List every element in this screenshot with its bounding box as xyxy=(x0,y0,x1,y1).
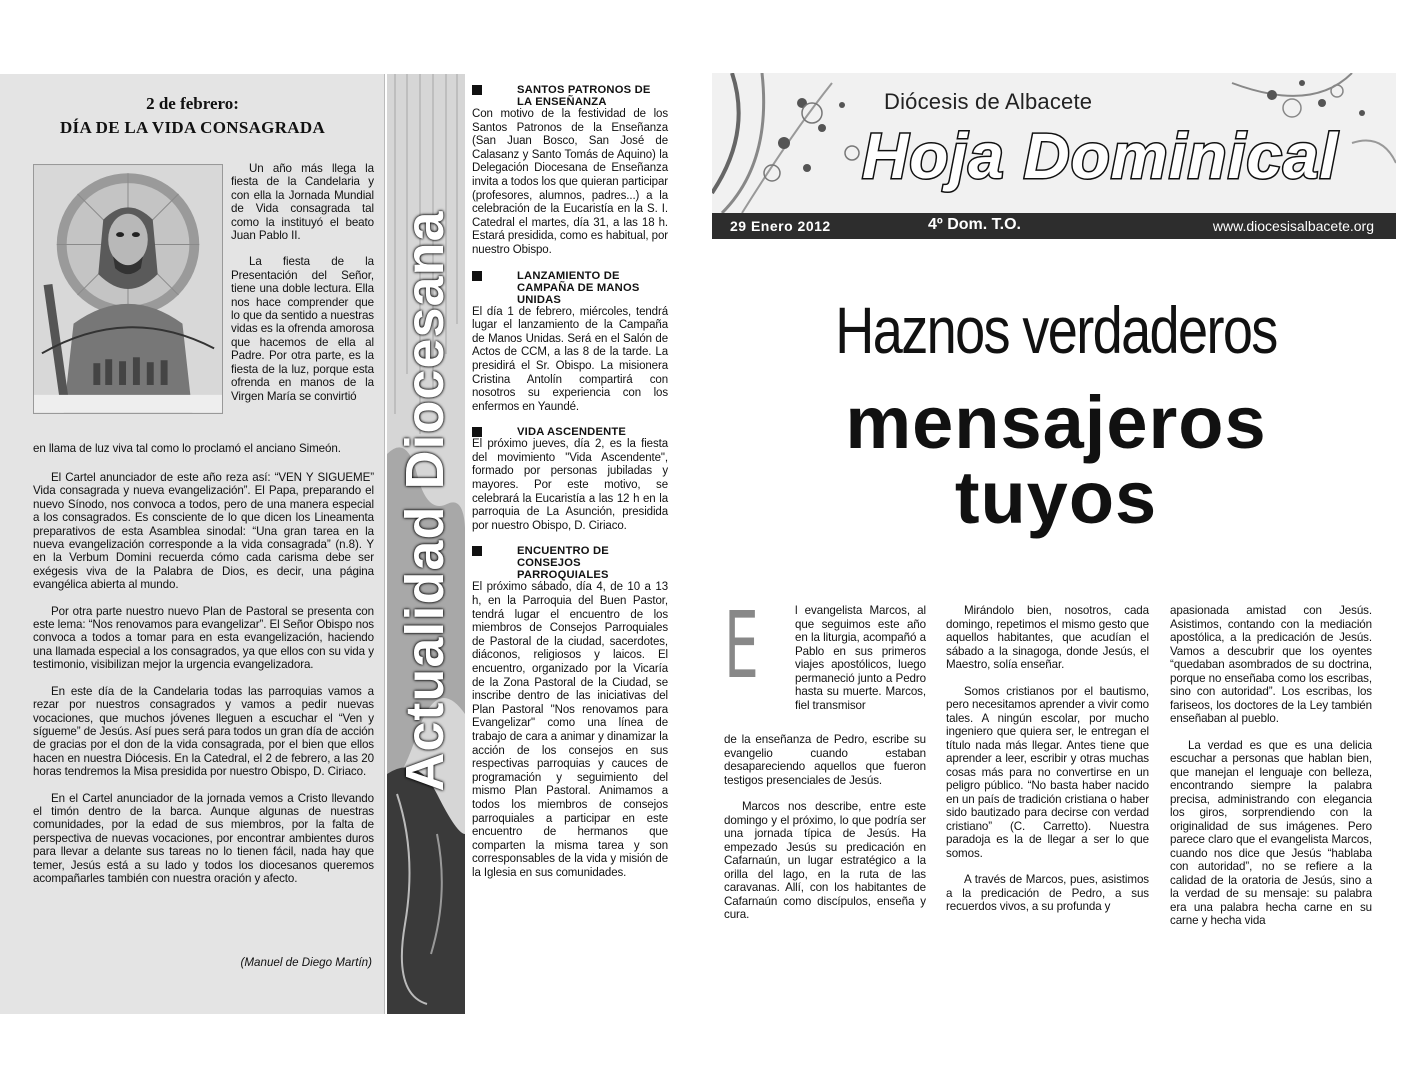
left-paragraph: En el Cartel anunciador de la jornada vemos a Cristo llevando el timón dentro de la barca. Aunque algunas de nuestras comunidades, por la edad de sus miembros, por la falta de perspectiva de nuevas vocaciones, por encontrar ambientes duros para llevar a delante sus tareas no lo tienen fácil, nada hay que temer, Jesús está a su lado y todos los diocesanos queremos acompañarles también con nuestra oración y afecto. xyxy=(33,791,374,885)
article-column-1 xyxy=(724,733,926,922)
left-panel xyxy=(0,74,385,1014)
bullet-square-icon xyxy=(472,85,482,95)
news-column xyxy=(472,84,668,893)
left-paragraph: El Cartel anunciador de este año reza así: “VEN Y SIGUEME” Vida consagrada y nueva evangelización”. El Papa, preparando el nuevo Sínodo, nos convoca a todos, pero de una manera especial a los consagrados. Es consciente de lo que dicen los Lineamenta preparativos de esta Asamblea sinodal: “Una gran tarea en la nueva evangelización corresponde a la vida consagrada” (n.8). Y en la Verbum Domini recuerda cómo cada carisma debe ser exégesis viva de la Palabra de Dios, es decir, una página evangélica abierta al mundo. xyxy=(33,471,374,592)
article-paragraph: Marcos nos describe, entre este domingo y el próximo, lo que podría ser una jornada típica de Jesús. Ha empezado Jesús su predicación en Cafarnaún, un lugar estratégico a la orilla del lago, en la ruta de las caravanas. Allí, con los habitantes de Cafarnaún como discípulos, enseña y cura. xyxy=(724,800,926,921)
news-item xyxy=(472,270,668,415)
left-signature: (Manuel de Diego Martín) xyxy=(240,956,372,969)
article-paragraph: Mirándolo bien, nosotros, cada domingo, repetimos el mismo gesto que aquellos habitantes, que acudían el sábado a la sinagoga, donde Jesús, el Maestro, solía enseñar. xyxy=(946,604,1149,671)
news-heading: VIDA ASCENDENTE xyxy=(517,426,627,439)
news-heading: SANTOS PATRONOS DE LA ENSEÑANZA xyxy=(517,84,651,108)
actualidad-banner xyxy=(387,74,465,1014)
article-paragraph: l evangelista Marcos, al que seguimos este año en la liturgia, acompañó a Pablo en sus primeros viajes apostólicos, luego permaneció junto a Pedro hasta su muerte. Marcos, fiel transmisor xyxy=(795,604,926,712)
bullet-square-icon xyxy=(472,546,482,556)
news-item xyxy=(472,545,668,880)
news-body: Con motivo de la festividad de los Santos Patronos de la Enseñanza (San Juan Bosco, San José de Calasanz y Santo Tomás de Aquino) la Delegación Diocesana de Enseñanza invita a todos los que quieran participar (profesores, alumnos, padres...) a la celebración de la Eucaristía en la S. I. Catedral el martes, día 31, a las 18 h. Estará presidida, como es habitual, por nuestro Obispo. xyxy=(472,108,668,256)
headline-line-1: Haznos verdaderos xyxy=(835,293,1277,367)
left-title-heading: DÍA DE LA VIDA CONSAGRADA xyxy=(59,118,326,137)
article-paragraph: Somos cristianos por el bautismo, pero necesitamos aprender a vivir como tales. A ningún escolar, por mucho ingeniero que quiera ser, le entregan el título nada más llegar. Antes tiene que aprender a leer, escribir y otras muchas cosas más para no convertirse en un peligro público. “No basta haber nacido en un país de tradición cristiana o haber sido bautizado para decirse con verdad cristiano” (C. Carretto). Nuestra paradoja es la de llegar a ser lo que somos. xyxy=(946,684,1149,860)
banner-title: Actualidad Diocesana xyxy=(395,210,455,792)
left-intro-text xyxy=(231,162,374,403)
article-paragraph: La verdad es que es una delicia escuchar a personas que hablan bien, que manejan el lenguaje con belleza, encontrando siempre la palabra precisa, administrando con elegancia los giros, sorprendiendo con la originalidad de sus imágenes. Pero parece claro que el evangelista Marcos, cuando nos dice que Jesús “hablaba con autoridad”, no se refiere a la calidad de la oratoria de Jesús, sino a la verdad de su mensaje: su palabra era una palabra hecha carne en su carne y hecha vida xyxy=(1170,738,1372,927)
left-paragraph: La fiesta de la Presentación del Señor, tiene una doble lectura. Ella nos hace comprender que lo que da sentido a nuestras vidas es la ofrenda amorosa que hacemos de ella al Padre. Por otra parte, es la fiesta de la luz, porque esta ofrenda en manos de la Virgen María se convirtió xyxy=(231,255,374,403)
headline-line-3: tuyos xyxy=(954,456,1158,539)
article-paragraph: apasionada amistad con Jesús. Asistimos, contando con la mediación apostólica, a la predicación de Jesús. Vamos a descubrir que los oyentes “quedaban asombrados de su doctrina, porque no enseñaba como los escribas, sino con autoridad”. Los escribas, los fariseos, los doctores de la Ley también enseñaban al pueblo. xyxy=(1170,604,1372,725)
news-heading: LANZAMIENTO DE CAMPAÑA DE MANOS UNIDAS xyxy=(517,269,640,306)
article-column-3 xyxy=(1170,604,1372,928)
news-body: El día 1 de febrero, miércoles, tendrá lugar el lanzamiento de la Campaña de Manos Unidas. Será en el Salón de Actos de CCM, a las 8 de la tarde. La presidirá el Sr. Obispo. La misionera Cristina Antolín compartirá con nosotros su experiencia con los enfermos en Yaundé. xyxy=(472,305,668,413)
news-body: El próximo jueves, día 2, es la fiesta del movimiento "Vida Ascendente", formado por personas jubiladas y mayores. Por este motivo, se celebrará la Eucaristía a las 12 h en la parroquia de La Asunción, presidida por nuestro Obispo, D. Ciriaco. xyxy=(472,438,668,532)
news-heading: ENCUENTRO DE CONSEJOS PARROQUIALES xyxy=(517,545,609,582)
news-item xyxy=(472,84,668,258)
article-dropcap: E xyxy=(724,592,759,699)
left-body-text xyxy=(33,471,374,885)
article-column-2 xyxy=(946,604,1149,914)
news-item xyxy=(472,426,668,533)
news-body: El próximo sábado, día 4, de 10 a 13 h, en la Parroquia del Buen Pastor, tendrá lugar el encuentro de los miembros de Consejos Parroquiales de Pastoral de la ciudad, sacerdotes, diáconos, religiosos y laicos. El encuentro, organizado por la Vicaría de la Zona Pastoral de la Ciudad, se inscribe dentro de las iniciativas del Plan Pastoral "Nos renovamos para Evangelizar" como una línea de trabajo de cara a animar y dinamizar la acción de los consejos en sus respectivas parroquias y cauces de programación y seguimiento del mismo Plan Pastoral. Animamos a todos los miembros de consejos parroquiales a participar en este encuentro de hermanos que comparten la misma tarea y son corresponsables de la vida y misión de la Iglesia en sus comunidades. xyxy=(472,581,668,879)
diocese-name: Diócesis de Albacete xyxy=(884,89,1093,114)
paper-title: Hoja Dominical xyxy=(862,120,1339,192)
headline-line-2: mensajeros xyxy=(845,381,1267,464)
poster-image xyxy=(33,164,223,414)
article-paragraph: de la enseñanza de Pedro, escribe su evangelio cuando estaban desapareciendo aquellos que fueron testigos presenciales de Jesús. xyxy=(724,733,926,787)
left-paragraph-tail: en llama de luz viva tal como lo proclamó el anciano Simeón. xyxy=(33,442,341,455)
bullet-square-icon xyxy=(472,427,482,437)
info-bar xyxy=(712,213,1396,239)
liturgical-sunday: 4º Dom. T.O. xyxy=(928,216,1021,233)
masthead xyxy=(712,73,1396,239)
article-paragraph: A través de Marcos, pues, asistimos a la predicación de Pedro, a sus recuerdos vivos, a su profunda y xyxy=(946,873,1149,913)
left-paragraph: Por otra parte nuestro nuevo Plan de Pastoral se presenta con este lema: “Nos renovamos para evangelizar”. El Señor Obispo nos convoca a todos a tomar para en esta evangelización, haciendo una llamada especial a los consagrados, ya que ellos con su vida y testimonio, visibilizan mejor la urgencia evangelizadora. xyxy=(33,604,374,672)
article-column-1-top xyxy=(795,604,926,712)
bullet-square-icon xyxy=(472,271,482,281)
website-link[interactable]: www.diocesisalbacete.org xyxy=(1212,218,1374,234)
left-paragraph: Un año más llega la fiesta de la Candelaria y con ella la Jornada Mundial de Vida consagrada tal como la instituyó el beato Juan Pablo II. xyxy=(231,162,374,243)
left-date-heading: 2 de febrero: xyxy=(146,94,239,113)
poster-illustration xyxy=(34,165,222,413)
issue-date: 29 Enero 2012 xyxy=(730,218,831,234)
left-paragraph: En este día de la Candelaria todas las parroquias vamos a rezar por nuestros consagrados y vamos a pedir nuevas vocaciones, que muchos jóvenes lleguen a escuchar el “Ven y síguеme” de Jesús. Así pues será para todos un gran día de acción de gracias por el don de la vida consagrada, por el bien que ellos hacen en nuestra Diócesis. En la Catedral, el 2 de febrero, a las 20 horas tendremos la Misa presidida por nuestro Obispo, D. Ciriaco. xyxy=(33,684,374,779)
